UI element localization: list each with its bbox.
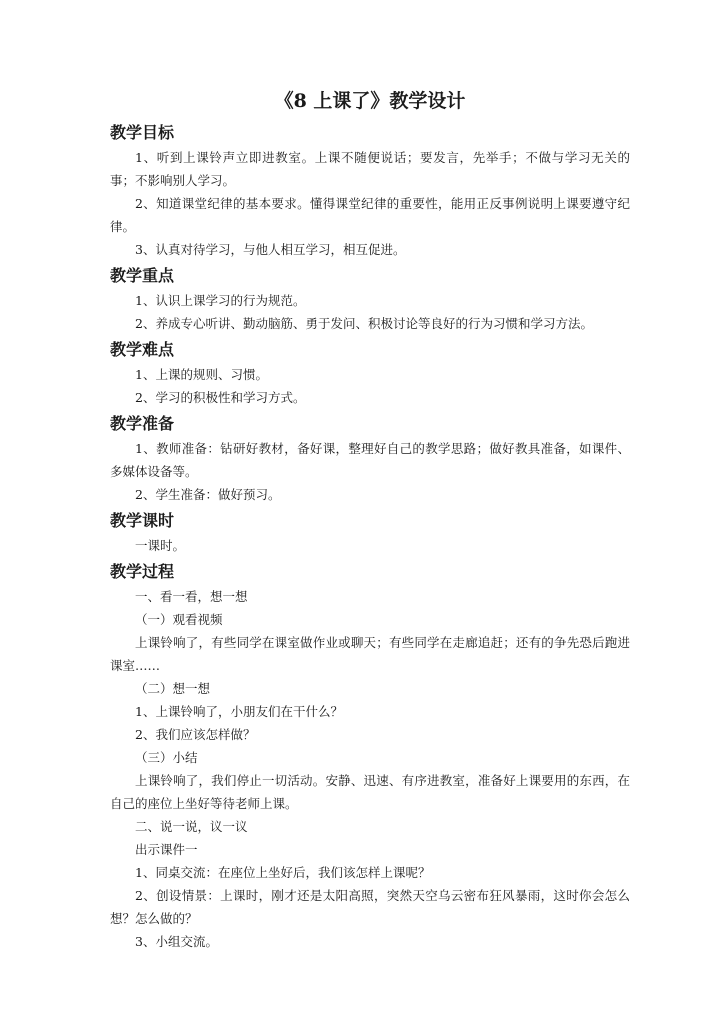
section-difficulties [110,337,630,409]
section-heading: 教学重点 [110,266,175,285]
section-teaching-goals [110,120,630,261]
paragraph: （三）小结 [135,750,198,765]
paragraph: 3、认真对待学习，与他人相互学习，相互促进。 [135,242,406,257]
section-heading: 教学难点 [110,340,175,359]
paragraph: 2、知道课堂纪律的基本要求。懂得课堂纪律的重要性，能用正反事例说明上课要遵守纪律。 [110,196,630,234]
paragraph: 1、同桌交流：在座位上坐好后，我们该怎样上课呢？ [135,865,431,880]
paragraph: 一课时。 [135,538,186,553]
paragraph: 上课铃响了，我们停止一切活动。安静、迅速、有序进教室，准备好上课要用的东西，在自己的座位上坐好等待老师上课。 [110,773,630,811]
paragraph: 1、认识上课学习的行为规范。 [135,293,306,308]
section-heading: 教学课时 [110,511,175,530]
paragraph: 1、上课铃响了，小朋友们在干什么？ [135,704,343,719]
section-class-hours [110,508,630,557]
paragraph: 一、看一看，想一想 [135,589,248,604]
paragraph: 3、小组交流。 [135,934,218,949]
paragraph: （一）观看视频 [135,612,223,627]
paragraph: 上课铃响了，有些同学在课室做作业或聊天；有些同学在走廊追赶；还有的争先恐后跑进课室…… [110,635,630,673]
section-heading: 教学过程 [110,562,175,581]
paragraph: 2、我们应该怎样做？ [135,727,256,742]
section-teaching-process [110,559,630,953]
document-title: 《8 上课了》教学设计 [274,90,466,112]
document-page [110,86,630,955]
paragraph: 2、学习的积极性和学习方式。 [135,390,306,405]
paragraph: 2、养成专心听讲、勤动脑筋、勇于发问、积极讨论等良好的行为习惯和学习方法。 [135,316,593,331]
paragraph: 2、学生准备：做好预习。 [135,487,281,502]
paragraph: 1、听到上课铃声立即进教室。上课不随便说话；要发言，先举手；不做与学习无关的事；不影响别人学习。 [110,150,630,188]
paragraph: 二、说一说，议一议 [135,819,248,834]
section-heading: 教学准备 [110,414,175,433]
paragraph: 2、创设情景：上课时，刚才还是太阳高照，突然天空乌云密布狂风暴雨，这时你会怎么想？怎么做的？ [110,888,630,926]
section-heading: 教学目标 [110,123,175,142]
paragraph: （二）想一想 [135,681,211,696]
section-key-points [110,263,630,335]
paragraph: 出示课件一 [135,842,198,857]
section-preparation [110,411,630,506]
paragraph: 1、教师准备：钻研好教材，备好课，整理好自己的教学思路；做好教具准备，如课件、多媒体设备等。 [110,441,630,479]
paragraph: 1、上课的规则、习惯。 [135,367,268,382]
